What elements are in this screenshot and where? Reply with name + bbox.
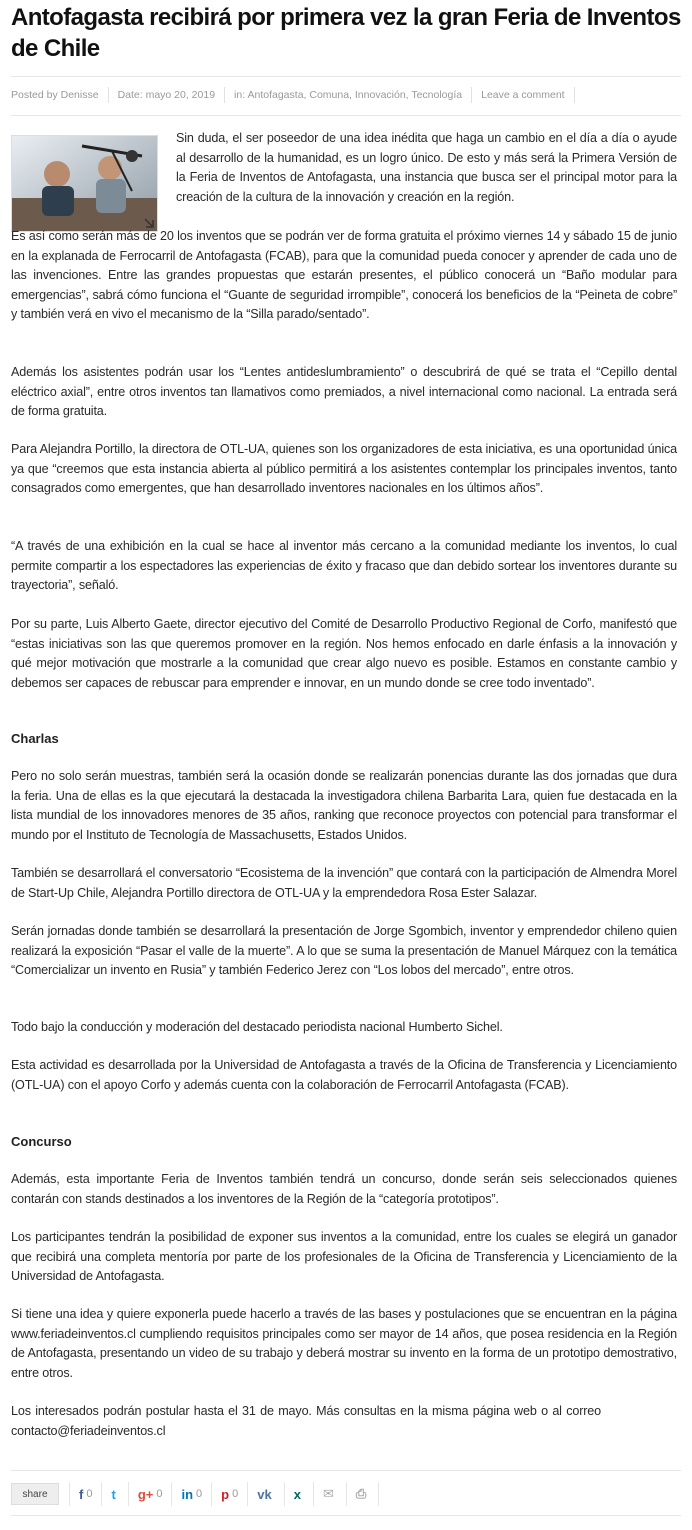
meta-separator — [224, 87, 225, 103]
paragraph: Por su parte, Luis Alberto Gaete, director ejecutivo del Comité de Desarrollo Productivo Regional de Corfo, manifestó que “estas iniciativas son las que queremos promover en la región. Nos hemos enfocado en darle énfasis a la innovación y qué mejor motivación que mostrarle a la comunidad que crear algo nuevo es posible. Estamos en constante cambio y debemos ser capaces de rebuscar para emprender e innovar, en un mundo donde se cree todo inventado”. — [11, 617, 677, 690]
paragraph: Además los asistentes podrán usar los “Lentes antideslumbramiento” o descubrirá de qué se trata el “Cepillo dental eléctrico axial”, entre otros inventos tan llamativos como premiados, a nivel internacional como nacional. La entrada será de forma gratuita. — [11, 365, 677, 418]
twitter-share-button[interactable] — [102, 1482, 128, 1506]
post-date: Date: mayo 20, 2019 — [117, 89, 216, 101]
section-heading-charlas: Charlas — [11, 731, 59, 746]
email-icon: ✉ — [322, 1486, 334, 1501]
paragraph: Los participantes tendrán la posibilidad de exponer sus inventos a la comunidad, entre los cuales se elegirá un ganador que recibirá una completa mentoría por parte de los profesionales de la Oficina de Transferencia y Licenciamiento de la Universidad de Antofagasta. — [11, 1230, 677, 1283]
share-bar — [11, 1482, 379, 1506]
paragraph: Si tiene una idea y quiere exponerla puede hacerlo a través de las bases y postulaciones que se encuentran en la página www.feriadeinventos.cl cumpliendo requisitos principales como ser mayor de 14 años, que posea residencia en la Región de Antofagasta, presentando un video de su trabajo y deberá mostrar su invento en la forma de un prototipo demostrativo, entre otros. — [11, 1307, 677, 1380]
print-button[interactable] — [347, 1482, 379, 1506]
xing-share-button[interactable] — [285, 1482, 314, 1506]
meta-separator — [471, 87, 472, 103]
share-bottom-divider — [11, 1515, 681, 1516]
post-categories — [234, 89, 462, 101]
twitter-icon: t — [111, 1486, 116, 1502]
post-thumbnail[interactable] — [11, 135, 158, 232]
paragraph: Todo bajo la conducción y moderación del destacado periodista nacional Humberto Sichel. — [11, 1020, 503, 1034]
vk-share-button[interactable] — [248, 1482, 284, 1506]
paragraph: También se desarrollará el conversatorio “Ecosistema de la invención” que contará con la participación de Almendra Morel de Start-Up Chile, Alejandra Portillo directora de OTL-UA y la emprendedora Rosa Ester Salazar. — [11, 866, 677, 900]
pinterest-count: 0 — [232, 1488, 239, 1500]
thumbnail-photo — [12, 136, 157, 231]
paragraph: Es así como serán más de 20 los inventos que se podrán ver de forma gratuita el próximo viernes 14 y sábado 15 de junio en la explanada de Ferrocarril de Antofagasta (FCAB), para que la comunidad pueda conocer y aprender de cada uno de las invenciones. Entre las grandes propuestas que estarán presentes, el público conocerá un “Baño modular para emergencias”, sabrá cómo funciona el “Guante de seguridad irrompible”, conocerá los beneficios de la “Peineta de cobre” y también verá en vivo el mecanismo de la “Silla parado/sentado”. — [11, 229, 677, 321]
facebook-share-button[interactable] — [70, 1482, 102, 1506]
categories-prefix: in: — [234, 89, 248, 101]
meta-bottom-divider — [11, 115, 681, 116]
paragraph: Pero no solo serán muestras, también será la ocasión donde se realizarán ponencias durante las dos jornadas que dura la feria. Una de ellas es la que ejecutará la destacada la investigadora chilena Barbarita Lara, quien fue destacada en la lista mundial de los innovadores menores de 35 años, ranking que reconoce proyectos con potencial para transformar el mundo por el Instituto de Tecnología de Massachusetts, Estados Unidos. — [11, 769, 677, 842]
post-meta — [11, 86, 584, 104]
share-separator — [59, 1482, 70, 1506]
meta-separator — [108, 87, 109, 103]
post-title: Antofagasta recibirá por primera vez la gran Feria de Inventos de Chile — [11, 4, 681, 62]
googleplus-share-button[interactable] — [129, 1482, 173, 1506]
paragraph: Para Alejandra Portillo, la directora de OTL-UA, quienes son los organizadores de esta iniciativa, es una oportunidad única ya que “creemos que esta instancia abierta al público permitirá a los asistentes contemplar los principales inventos, tanto consagrados como emergentes, que han desarrollado inventores nacionales en los últimos años”. — [11, 442, 677, 495]
post-author[interactable]: Posted by Denisse — [11, 89, 99, 101]
meta-separator — [574, 87, 575, 103]
linkedin-share-button[interactable] — [172, 1482, 212, 1506]
categories-links[interactable]: Antofagasta, Comuna, Innovación, Tecnología — [247, 89, 463, 101]
section-heading-concurso: Concurso — [11, 1134, 72, 1149]
xing-icon: x — [293, 1486, 301, 1502]
paragraph: Los interesados podrán postular hasta el 31 de mayo. Más consultas en la misma página web o al correo contacto@feriadeinventos.cl — [11, 1404, 601, 1438]
email-share-button[interactable] — [314, 1482, 347, 1506]
paragraph: Serán jornadas donde también se desarrollará la presentación de Jorge Sgombich, inventor y emprendedor chileno quien realizará la exposición “Pasar el valle de la muerte”. A lo que se suma la presentación de Manuel Márquez con la temática “Comercializar un invento en Rusia” y también Federico Jerez con “Los lobos del mercado”, entre otros. — [11, 924, 677, 977]
paragraph: “A través de una exhibición en la cual se hace al inventor más cercano a la comunidad mediante los inventos, lo cual permite compartir a los espectadores las experiencias de éxito y fracaso que dan debido sortear los inventores durante su trayectoria”, señaló. — [11, 539, 677, 592]
paragraph: Sin duda, el ser poseedor de una idea inédita que haga un cambio en el día a día o ayude al desarrollo de la humanidad, es un logro único. De esto y más será la Primera Versión de la Feria de Inventos de Antofagasta, una instancia que busca ser el principal motor para la creación de la cultura de la innovación y creación en la región. — [176, 131, 677, 204]
print-icon: ⎙ — [355, 1486, 367, 1501]
paragraph: Además, esta importante Feria de Inventos también tendrá un concurso, donde serán seis seleccionados quienes contarán con stands destinados a los inventores de la Región de la “categoría prototipos”. — [11, 1172, 677, 1206]
leave-comment-link[interactable]: Leave a comment — [481, 89, 565, 101]
googleplus-icon: g+ — [137, 1486, 154, 1502]
paragraph: Esta actividad es desarrollada por la Universidad de Antofagasta a través de la Oficina de Transferencia y Licenciamiento (OTL-UA) con el apoyo Corfo y además cuenta con la colaboración de Ferrocarril Antofagasta (FCAB). — [11, 1058, 677, 1092]
facebook-icon: f — [79, 1486, 84, 1502]
share-label[interactable]: share — [11, 1483, 59, 1505]
vk-icon: vk — [257, 1486, 272, 1502]
facebook-count: 0 — [86, 1488, 93, 1500]
googleplus-count: 0 — [156, 1488, 163, 1500]
pinterest-share-button[interactable] — [212, 1482, 248, 1506]
meta-top-divider — [11, 76, 681, 77]
pinterest-icon: p — [221, 1486, 230, 1502]
linkedin-icon: in — [181, 1486, 194, 1502]
share-top-divider — [11, 1470, 681, 1471]
linkedin-count: 0 — [196, 1488, 203, 1500]
